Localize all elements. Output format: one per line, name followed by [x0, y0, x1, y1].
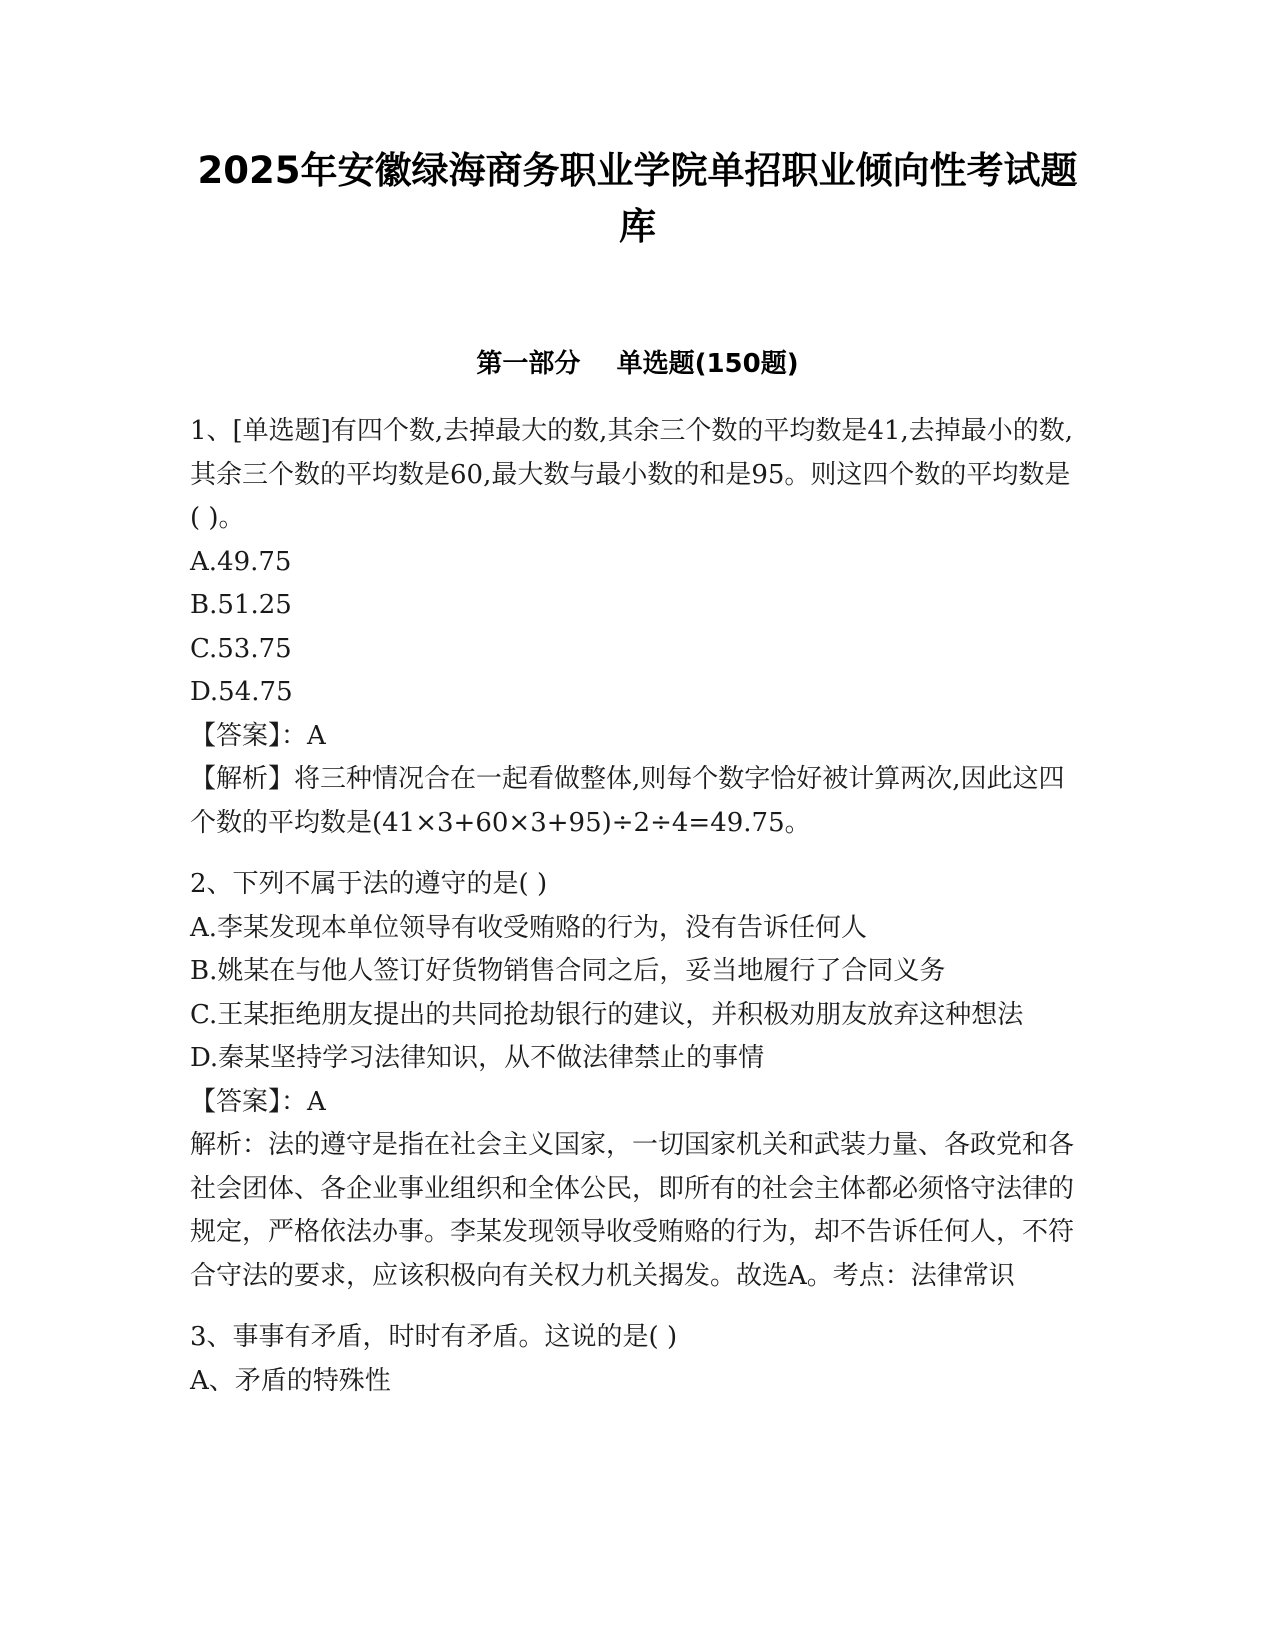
document-title-line-2: 库 — [619, 205, 656, 248]
answer-line — [190, 715, 1080, 759]
question-2 — [190, 863, 1080, 1298]
answer-label: 【答案】： — [190, 720, 308, 751]
answer-line — [190, 1081, 1080, 1125]
option-b: B.51.25 — [190, 590, 292, 620]
option-d: D.秦某坚持学习法律知识，从不做法律禁止的事情 — [190, 1043, 765, 1073]
question-stem: 1、[单选题]有四个数,去掉最大的数,其余三个数的平均数是41,去掉最小的数,其余三个数的平均数是60,最大数与最小数的和是95。则这四个数的平均数是( )。 — [190, 416, 1073, 533]
analysis-text: 解析：法的遵守是指在社会主义国家，一切国家机关和武装力量、各政党和各社会团体、各企业事业组织和全体公民，即所有的社会主体都必须恪守法律的规定，严格依法办事。李某发现领导收受贿赂的行为，却不告诉任何人，不符合守法的要求，应该积极向有关权力机关揭发。故选A。考点：法律常识 — [190, 1130, 1075, 1291]
analysis-text: 【解析】将三种情况合在一起看做整体,则每个数字恰好被计算两次,因此这四个数的平均数是(41×3+60×3+95)÷2÷4=49.75。 — [190, 764, 1065, 838]
option-a: A、矛盾的特殊性 — [190, 1365, 391, 1396]
option-a: A.49.75 — [190, 546, 292, 577]
answer-value: A — [307, 720, 326, 751]
question-stem: 3、事事有矛盾，时时有矛盾。这说的是( ) — [190, 1322, 678, 1352]
answer-label: 【答案】： — [190, 1086, 308, 1117]
option-c: C.王某拒绝朋友提出的共同抢劫银行的建议，并积极劝朋友放弃这种想法 — [190, 999, 1024, 1030]
answer-value: A — [307, 1086, 326, 1117]
option-d: D.54.75 — [190, 677, 293, 707]
question-list — [190, 410, 1080, 1421]
question-1 — [190, 410, 1080, 845]
question-3 — [190, 1316, 1080, 1403]
question-stem: 2、下列不属于法的遵守的是( ) — [190, 869, 548, 899]
option-b: B.姚某在与他人签订好货物销售合同之后，妥当地履行了合同义务 — [190, 956, 946, 986]
option-a: A.李某发现本单位领导有收受贿赂的行为，没有告诉任何人 — [190, 912, 868, 943]
section-heading: 第一部分 单选题(150题) — [476, 349, 799, 379]
option-c: C.53.75 — [190, 633, 292, 664]
document-title — [150, 143, 1125, 255]
document-title-line-1: 2025年安徽绿海商务职业学院单招职业倾向性考试题 — [197, 149, 1078, 192]
